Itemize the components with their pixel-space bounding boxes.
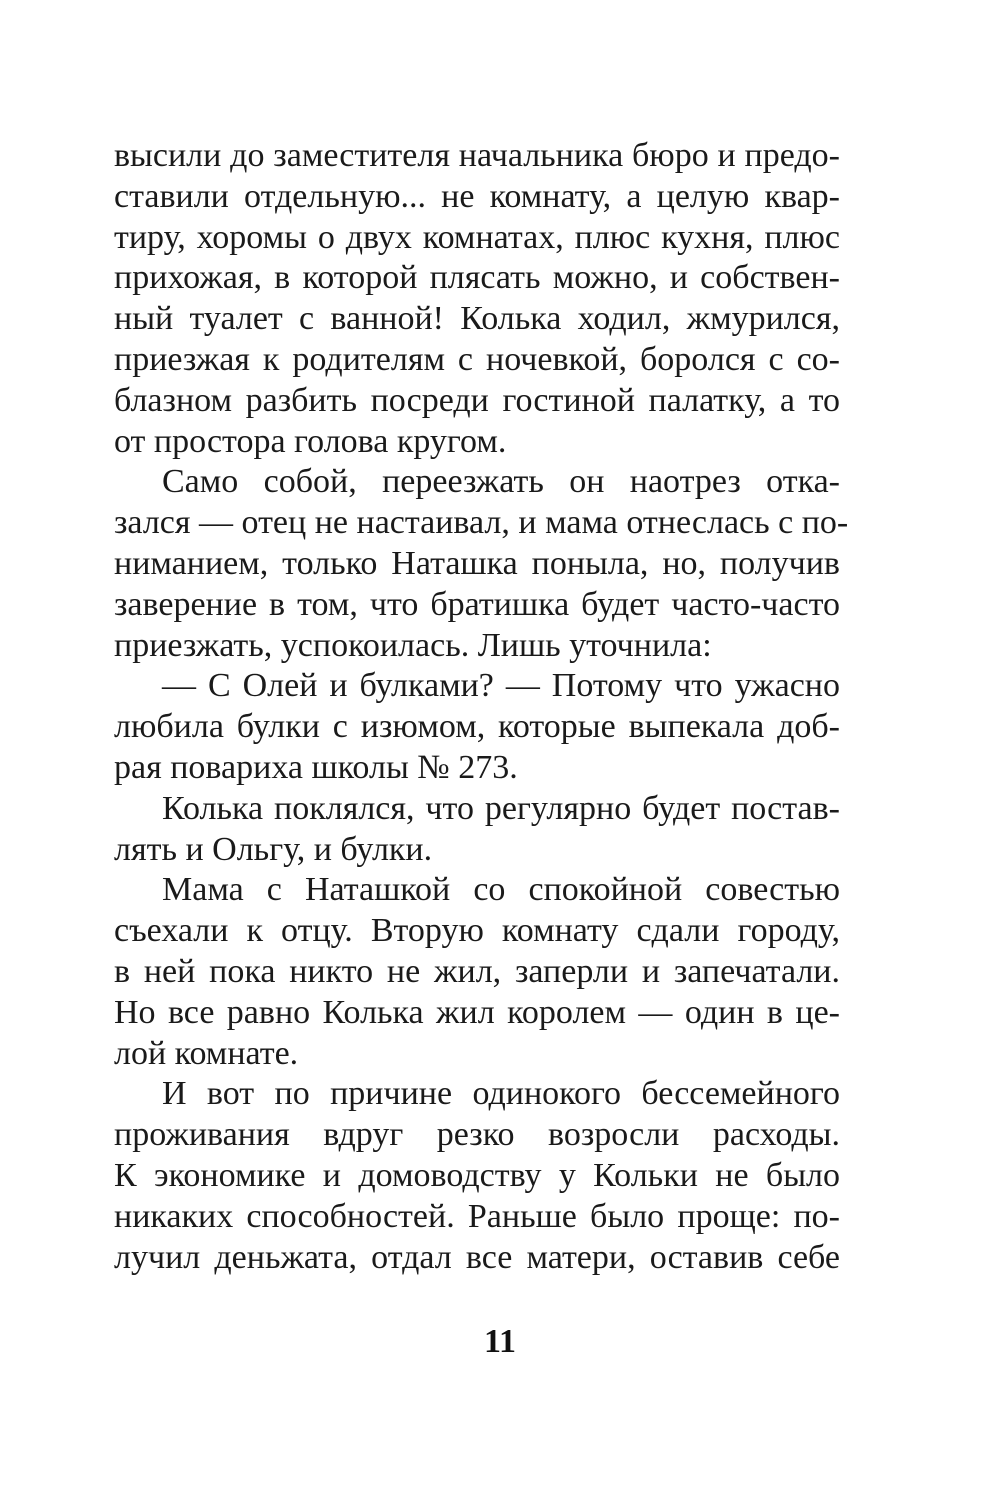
text-line: съехали к отцу. Вторую комнату сдали городу, bbox=[114, 912, 840, 950]
text-line: от простора голова кругом. bbox=[114, 422, 507, 460]
text-line: приезжая к родителям с ночевкой, боролся с со- bbox=[114, 340, 840, 378]
paragraph-1 bbox=[114, 136, 840, 462]
text-line: ставили отдельную... не комнату, а целую квар- bbox=[114, 177, 840, 215]
text-line: высили до заместителя начальника бюро и предо- bbox=[114, 137, 840, 174]
text-line: в ней пока никто не жил, заперли и запечатали. bbox=[114, 952, 840, 990]
text-line: прихожая, в которой плясать можно, и собствен- bbox=[114, 259, 840, 297]
page-body-text bbox=[114, 136, 849, 1278]
text-line: заверение в том, что братишка будет часто-часто bbox=[114, 585, 840, 623]
text-line: Мама с Наташкой со спокойной совестью bbox=[162, 871, 840, 909]
text-line: лучил деньжата, отдал все матери, оставив себе bbox=[114, 1238, 840, 1276]
text-line: проживания вдруг резко возросли расходы. bbox=[114, 1116, 840, 1154]
text-line: любила булки с изюмом, которые выпекала доб- bbox=[114, 708, 840, 746]
text-line: Колька поклялся, что регулярно будет постав- bbox=[162, 789, 840, 827]
text-line: никаких способностей. Раньше было проще: по- bbox=[114, 1197, 840, 1235]
paragraph-3-dialogue bbox=[114, 666, 840, 788]
paragraph-4 bbox=[114, 789, 840, 871]
text-line: рая повариха школы № 273. bbox=[114, 748, 518, 786]
text-line: приезжать, успокоилась. Лишь уточнила: bbox=[114, 626, 712, 664]
text-line: ный туалет с ванной! Колька ходил, жмурился, bbox=[114, 300, 840, 338]
text-line: лять и Ольгу, и булки. bbox=[114, 830, 433, 868]
text-line: К экономике и домоводству у Кольки не было bbox=[114, 1156, 840, 1194]
text-line: блазном разбить посреди гостиной палатку, а то bbox=[114, 381, 840, 419]
paragraph-2 bbox=[114, 462, 849, 666]
paragraph-5 bbox=[114, 870, 840, 1074]
paragraph-6 bbox=[114, 1074, 840, 1278]
text-line: лой комнате. bbox=[114, 1034, 299, 1072]
text-line: Но все равно Колька жил королем — один в це- bbox=[114, 993, 840, 1031]
text-line: — С Олей и булками? — Потому что ужасно bbox=[162, 667, 840, 705]
text-line: Само собой, переезжать он наотрез отка- bbox=[162, 463, 840, 501]
text-line: ниманием, только Наташка поныла, но, получив bbox=[114, 544, 840, 582]
text-line: зался — отец не настаивал, и мама отнеслась с по- bbox=[114, 504, 849, 542]
text-line: И вот по причине одинокого бессемейного bbox=[162, 1075, 840, 1113]
page-number: 11 bbox=[483, 1323, 517, 1360]
text-line: тиру, хоромы о двух комнатах, плюс кухня, плюс bbox=[114, 218, 840, 256]
